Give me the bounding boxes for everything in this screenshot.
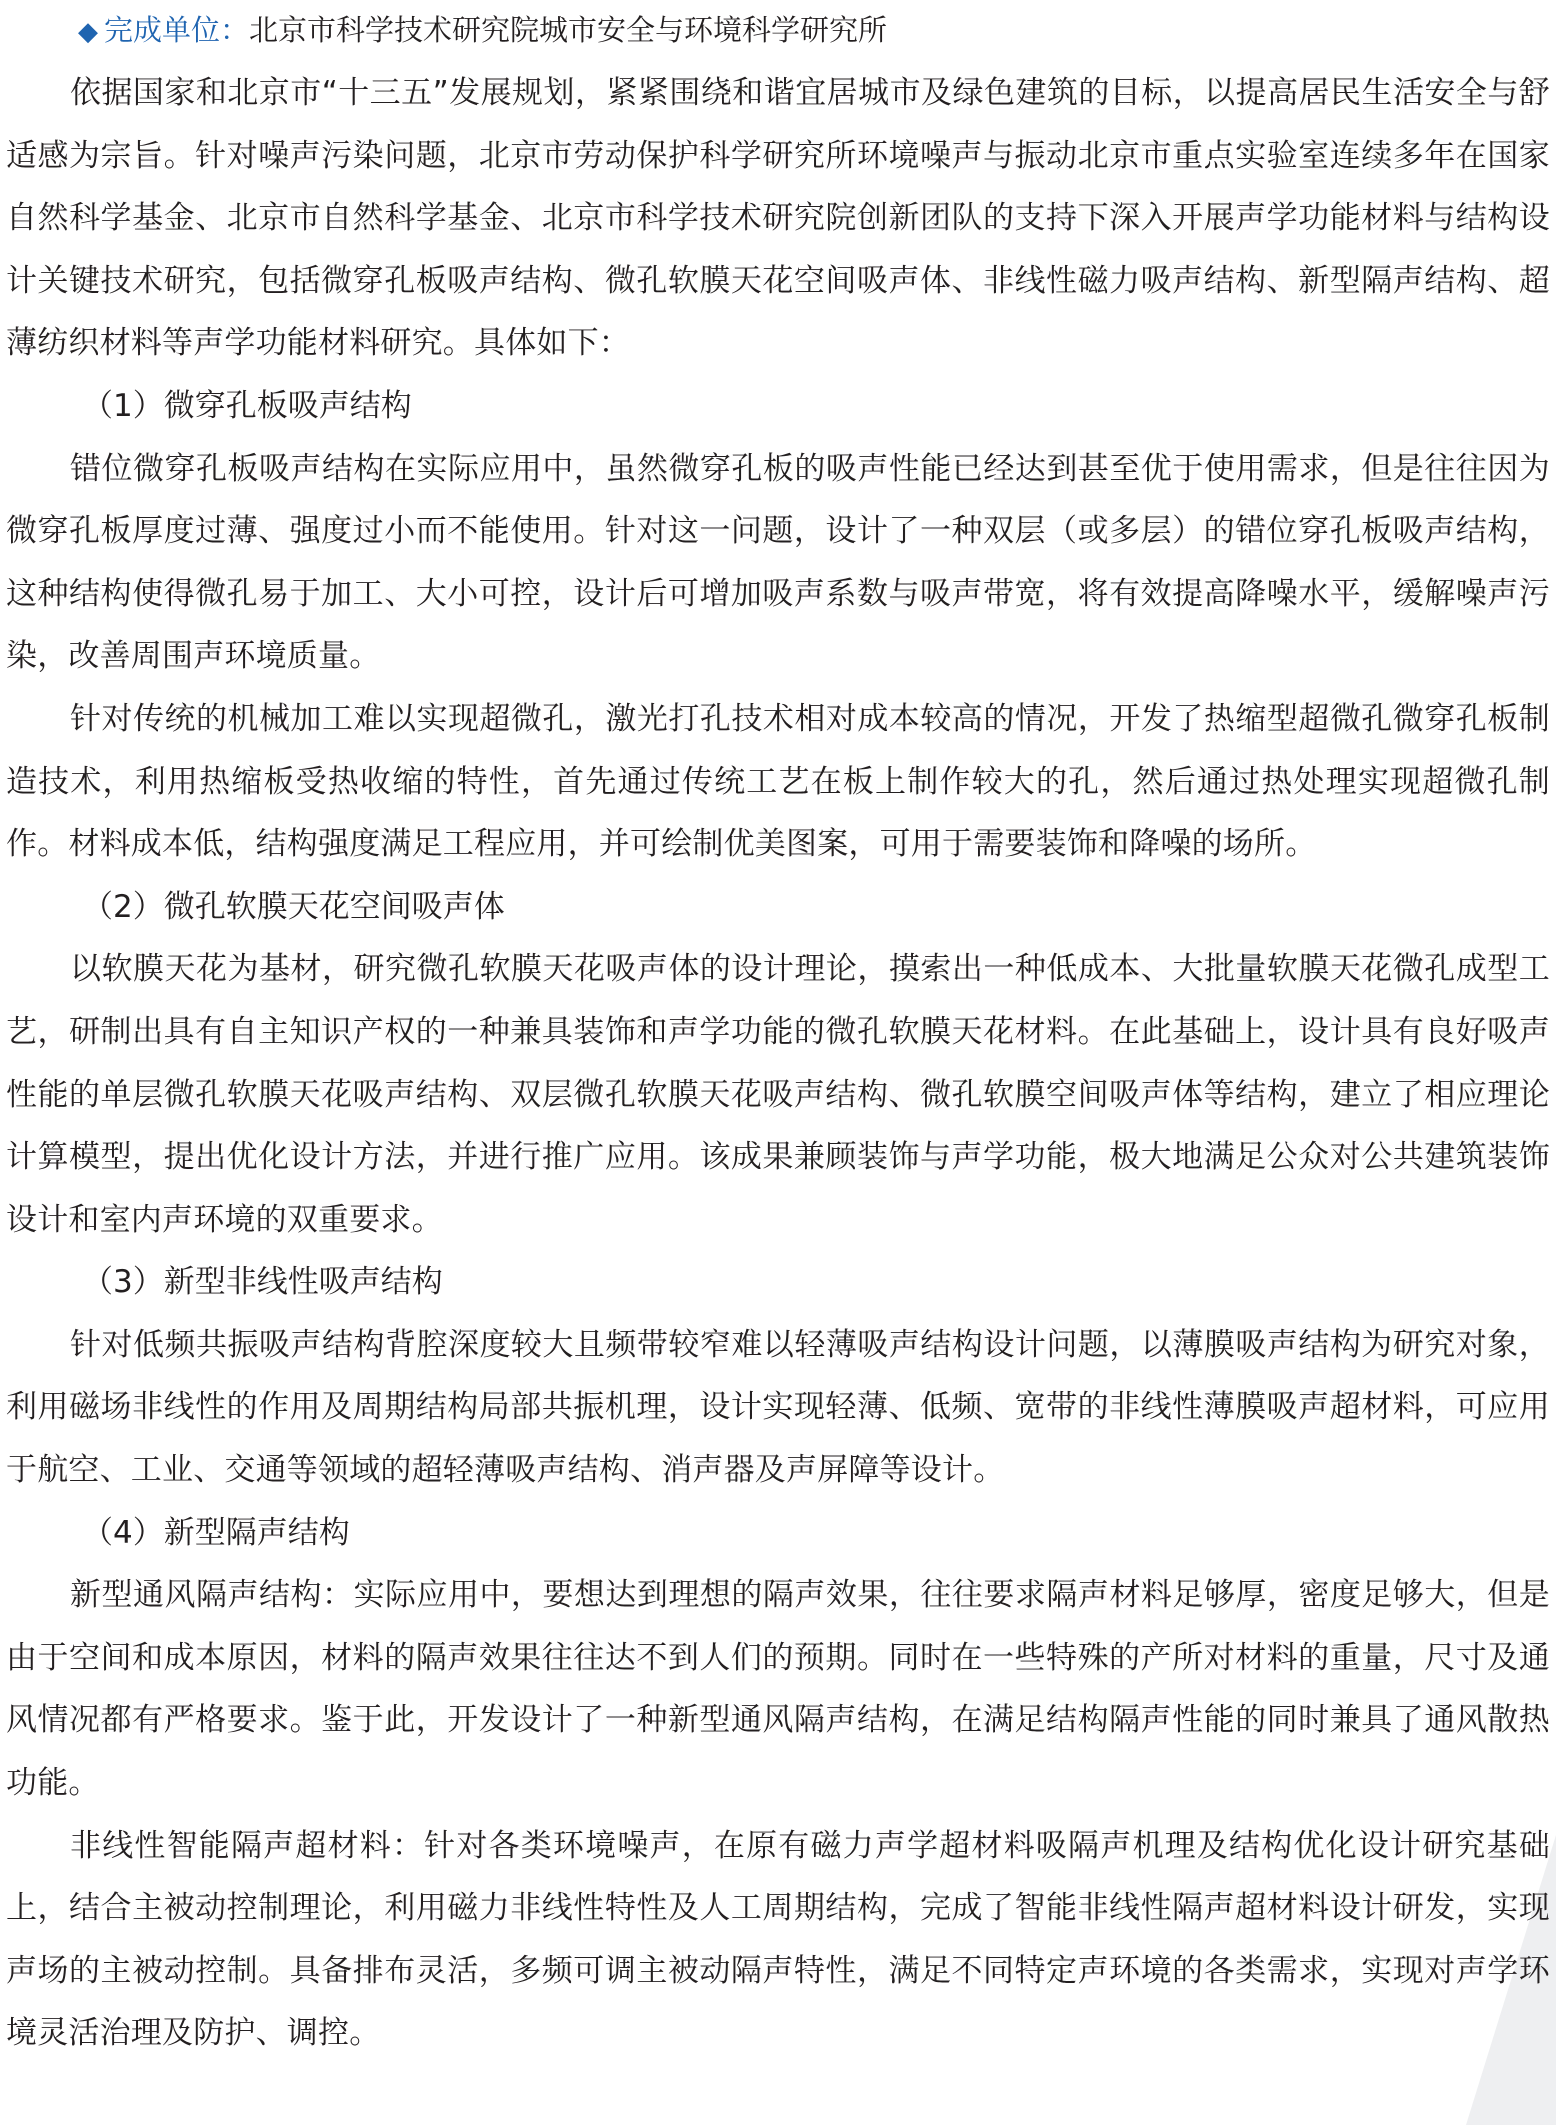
section-title-1: （1）微穿孔板吸声结构 [82, 387, 412, 424]
section-1-paragraph-1: 错位微穿孔板吸声结构在实际应用中，虽然微穿孔板的吸声性能已经达到甚至优于使用需求，但是往往因为微穿孔板厚度过薄、强度过小而不能使用。针对这一问题，设计了一种双层（或多层）的错位穿孔板吸声结构，这种结构使得微孔易于加工、大小可控，设计后可增加吸声系数与吸声带宽，将有效提高降噪水平，缓解噪声污染，改善周围声环境质量。 [6, 450, 1550, 675]
section-3-paragraph-1: 针对低频共振吸声结构背腔深度较大且频带较窄难以轻薄吸声结构设计问题，以薄膜吸声结构为研究对象，利用磁场非线性的作用及周期结构局部共振机理，设计实现轻薄、低频、宽带的非线性薄膜吸声超材料，可应用于航空、工业、交通等领域的超轻薄吸声结构、消声器及声屏障等设计。 [6, 1326, 1550, 1489]
completion-unit-heading [6, 6, 1550, 56]
section-1-paragraph-2: 针对传统的机械加工难以实现超微孔，激光打孔技术相对成本较高的情况，开发了热缩型超微孔微穿孔板制造技术，利用热缩板受热收缩的特性，首先通过传统工艺在板上制作较大的孔，然后通过热处理实现超微孔制作。材料成本低，结构强度满足工程应用，并可绘制优美图案，可用于需要装饰和降噪的场所。 [6, 700, 1550, 863]
section-4-paragraph-2: 非线性智能隔声超材料：针对各类环境噪声，在原有磁力声学超材料吸隔声机理及结构优化设计研究基础上，结合主被动控制理论，利用磁力非线性特性及人工周期结构，完成了智能非线性隔声超材料设计研发，实现声场的主被动控制。具备排布灵活，多频可调主被动隔声特性，满足不同特定声环境的各类需求，实现对声学环境灵活治理及防护、调控。 [6, 1827, 1550, 2052]
completion-unit-label: 完成单位： [104, 13, 250, 47]
intro-paragraph: 依据国家和北京市“十三五”发展规划，紧紧围绕和谐宜居城市及绿色建筑的目标，以提高居民生活安全与舒适感为宗旨。针对噪声污染问题，北京市劳动保护科学研究所环境噪声与振动北京市重点实验室连续多年在国家自然科学基金、北京市自然科学基金、北京市科学技术研究院创新团队的支持下深入开展声学功能材料与结构设计关键技术研究，包括微穿孔板吸声结构、微孔软膜天花空间吸声体、非线性磁力吸声结构、新型隔声结构、超薄纺织材料等声学功能材料研究。具体如下： [6, 75, 1550, 362]
section-title-4: （4）新型隔声结构 [82, 1514, 350, 1551]
section-4-paragraph-1: 新型通风隔声结构：实际应用中，要想达到理想的隔声效果，往往要求隔声材料足够厚，密度足够大，但是由于空间和成本原因，材料的隔声效果往往达不到人们的预期。同时在一些特殊的产所对材料的重量，尺寸及通风情况都有严格要求。鉴于此，开发设计了一种新型通风隔声结构，在满足结构隔声性能的同时兼具了通风散热功能。 [6, 1577, 1550, 1802]
section-title-2: （2）微孔软膜天花空间吸声体 [82, 888, 505, 925]
diamond-bullet-icon: ◆ [78, 17, 98, 47]
completion-unit-value: 北京市科学技术研究院城市安全与环境科学研究所 [249, 13, 888, 47]
section-title-3: （3）新型非线性吸声结构 [82, 1264, 443, 1301]
section-2-paragraph-1: 以软膜天花为基材，研究微孔软膜天花吸声体的设计理论，摸索出一种低成本、大批量软膜天花微孔成型工艺，研制出具有自主知识产权的一种兼具装饰和声学功能的微孔软膜天花材料。在此基础上，设计具有良好吸声性能的单层微孔软膜天花吸声结构、双层微孔软膜天花吸声结构、微孔软膜空间吸声体等结构，建立了相应理论计算模型，提出优化设计方法，并进行推广应用。该成果兼顾装饰与声学功能，极大地满足公众对公共建筑装饰设计和室内声环境的双重要求。 [6, 951, 1550, 1238]
document-body [6, 6, 1550, 2065]
